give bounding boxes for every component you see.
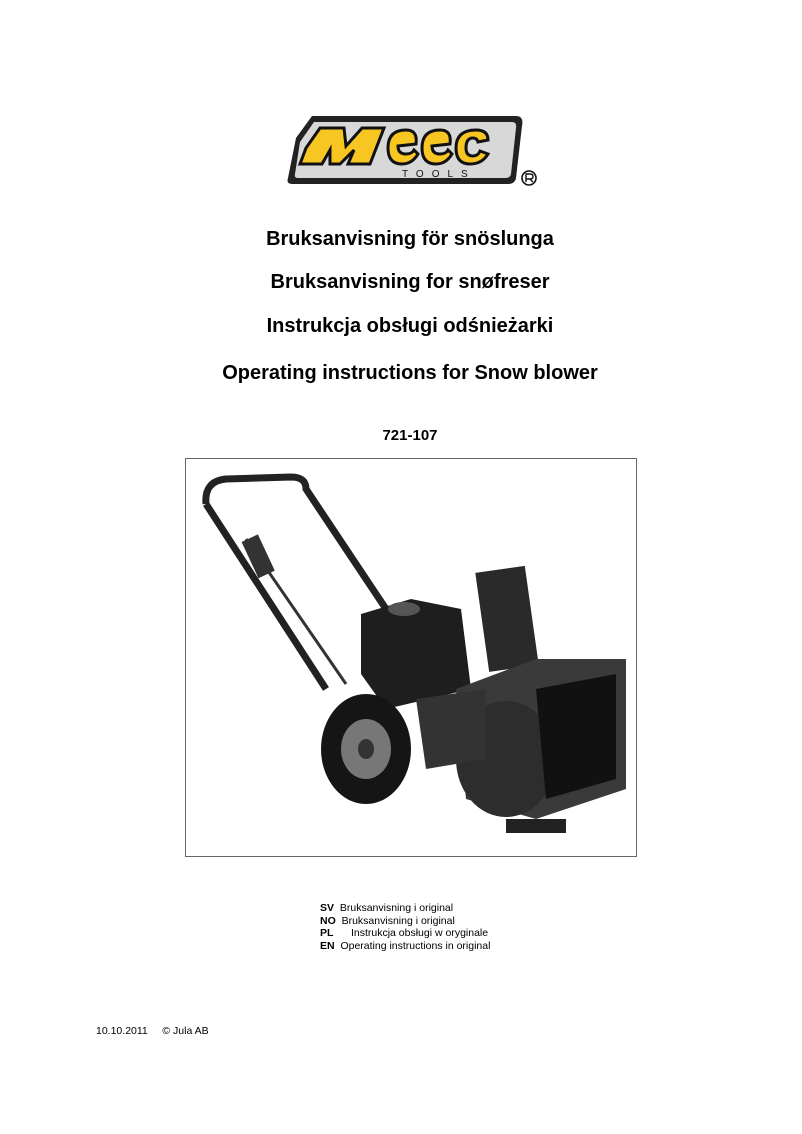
language-code: NO xyxy=(320,914,336,927)
language-text: Operating instructions in original xyxy=(340,939,491,952)
meec-tools-logo xyxy=(284,98,540,190)
language-code: PL xyxy=(320,927,334,939)
footer-copyright: © Jula AB xyxy=(162,1025,209,1037)
svg-text:TOOLS: TOOLS xyxy=(402,169,476,180)
language-item xyxy=(320,927,490,940)
language-code: SV xyxy=(320,902,335,914)
model-number: 721-107 xyxy=(382,427,438,444)
language-text: Bruksanvisning i original xyxy=(339,902,454,914)
language-item xyxy=(320,902,490,915)
language-item xyxy=(320,915,490,928)
snow-blower-photo xyxy=(185,458,637,857)
title-pl: Instrukcja obsługi odśnieżarki xyxy=(266,315,554,337)
language-code: EN xyxy=(320,939,335,952)
title-sv: Bruksanvisning för snöslunga xyxy=(266,228,554,250)
language-text: Bruksanvisning i original xyxy=(341,914,455,927)
title-no: Bruksanvisning for snøfreser xyxy=(270,271,550,293)
footer xyxy=(96,1025,209,1037)
language-list xyxy=(320,902,490,952)
footer-date: 10.10.2011 xyxy=(96,1025,148,1037)
language-text: Instrukcja obsługi w oryginale xyxy=(350,927,489,939)
title-en: Operating instructions for Snow blower xyxy=(222,362,598,384)
language-item xyxy=(320,940,490,953)
